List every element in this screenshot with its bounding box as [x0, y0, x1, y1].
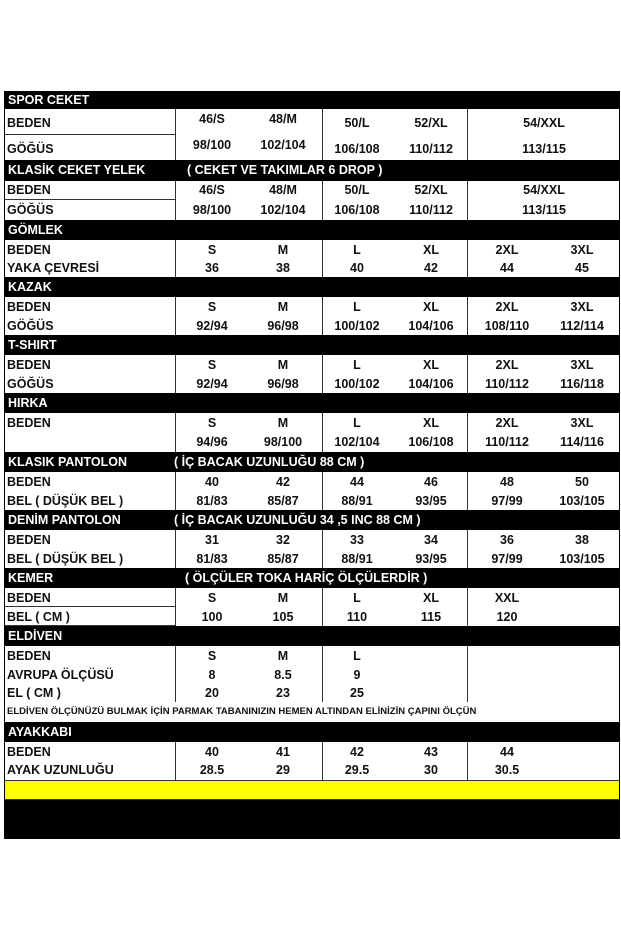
table-row	[5, 317, 619, 335]
cell: M	[277, 649, 289, 663]
cell: 48/M	[269, 112, 297, 126]
section-note: ( ÖLÇÜLER TOKA HARİÇ ÖLÇÜLERDİR )	[185, 571, 428, 585]
table-row	[5, 259, 619, 277]
cell: 96/98	[267, 377, 299, 391]
cell: M	[277, 358, 289, 372]
cell: 50/L	[344, 116, 370, 130]
section-body-spor-ceket	[5, 109, 619, 160]
section-body-gomlek	[5, 240, 619, 277]
cell: 36	[205, 261, 219, 275]
table-row	[5, 433, 619, 451]
table-row	[5, 375, 619, 393]
cell: S	[207, 649, 217, 663]
section-title: SPOR CEKET	[8, 93, 90, 107]
cell: S	[207, 300, 217, 314]
row-label: BEDEN	[7, 183, 51, 197]
row-label: BEDEN	[7, 475, 51, 489]
row-label: GÖĞÜS	[7, 203, 54, 217]
section-note: ( İÇ BACAK UZUNLUĞU 88 CM )	[174, 455, 365, 469]
cell: L	[353, 591, 361, 605]
cell: 46/S	[199, 112, 225, 126]
section-body-kemer	[5, 588, 619, 626]
cell: 105	[272, 610, 294, 624]
cell: S	[207, 243, 217, 257]
section-title: HIRKA	[8, 396, 48, 410]
section-body-tshirt	[5, 355, 619, 393]
cell: M	[277, 591, 289, 605]
row-label: GÖĞÜS	[7, 377, 54, 391]
cell: 110/112	[409, 203, 453, 217]
cell: 34	[424, 533, 438, 547]
cell: 108/110	[484, 319, 530, 333]
cell: XL	[423, 416, 439, 430]
cell: 3XL	[570, 243, 594, 257]
section-title: DENİM PANTOLON	[8, 513, 121, 527]
row-label: BEL ( CM )	[7, 610, 70, 624]
section-header-eldiven	[5, 626, 619, 646]
section-header-hirka	[5, 393, 619, 413]
table-row	[5, 589, 619, 607]
section-title: KLASIK PANTOLON	[8, 455, 127, 469]
cell: M	[277, 416, 289, 430]
cell: 103/105	[559, 552, 605, 566]
cell: 110	[346, 610, 368, 624]
cell: 32	[276, 533, 290, 547]
cell: 97/99	[491, 552, 523, 566]
cell: 38	[276, 261, 290, 275]
row-label: EL ( CM )	[7, 686, 61, 700]
cell: 2XL	[495, 243, 519, 257]
cell: 43	[424, 745, 438, 759]
cell: 103/105	[559, 494, 605, 508]
cell: 40	[350, 261, 364, 275]
section-body-eldiven	[5, 646, 619, 702]
cell: 8.5	[274, 668, 292, 682]
table-row	[5, 414, 619, 432]
cell: 2XL	[495, 300, 519, 314]
cell: 3XL	[570, 358, 594, 372]
section-note: ( İÇ BACAK UZUNLUĞU 34 ,5 INC 88 CM )	[174, 513, 421, 527]
section-body-denim-pantolon	[5, 530, 619, 568]
table-row	[5, 473, 619, 491]
section-header-klasik-ceket-yelek	[5, 160, 619, 181]
yellow-band	[5, 780, 619, 800]
row-label: YAKA ÇEVRESİ	[7, 261, 100, 275]
section-header-tshirt	[5, 335, 619, 355]
cell: 98/100	[263, 435, 303, 449]
cell: 48	[500, 475, 514, 489]
table-row	[5, 684, 619, 702]
cell: 20	[205, 686, 219, 700]
section-body-klasik-pantolon	[5, 472, 619, 510]
cell: 100/102	[334, 319, 380, 333]
table-row	[5, 761, 619, 779]
section-header-spor-ceket	[5, 92, 619, 109]
cell: 44	[350, 475, 364, 489]
cell: 46/S	[199, 183, 225, 197]
table-row	[5, 531, 619, 549]
section-header-kazak	[5, 277, 619, 297]
cell: 88/91	[341, 494, 373, 508]
table-row	[5, 201, 619, 219]
table-row	[5, 140, 619, 158]
table-row	[5, 550, 619, 568]
cell: 46	[424, 475, 438, 489]
cell: S	[207, 358, 217, 372]
cell: XL	[423, 358, 439, 372]
cell: 104/106	[408, 377, 454, 391]
row-label: BEDEN	[7, 649, 51, 663]
cell: 52/XL	[414, 183, 448, 197]
section-header-kemer	[5, 568, 619, 588]
section-note: ( CEKET VE TAKIMLAR 6 DROP )	[187, 163, 383, 177]
cell: 2XL	[495, 358, 519, 372]
table-row	[5, 647, 619, 665]
cell: 54/XXL	[523, 183, 565, 197]
cell: S	[207, 591, 217, 605]
section-header-gomlek	[5, 220, 619, 240]
section-body-kazak	[5, 297, 619, 335]
cell: 88/91	[341, 552, 373, 566]
cell: 110/112	[485, 377, 529, 391]
row-label: AYAK UZUNLUĞU	[7, 763, 114, 777]
cell: 85/87	[267, 552, 299, 566]
section-title: AYAKKABI	[8, 725, 72, 739]
cell: 28.5	[199, 763, 225, 777]
cell: XL	[423, 243, 439, 257]
cell: 110/112	[409, 142, 453, 156]
cell: 113/115	[522, 142, 566, 156]
cell: 2XL	[495, 416, 519, 430]
cell: 102/104	[334, 435, 380, 449]
table-row	[5, 241, 619, 259]
row-label: GÖĞÜS	[7, 142, 54, 156]
cell: 92/94	[196, 319, 228, 333]
cell: 23	[276, 686, 290, 700]
cell: 38	[575, 533, 589, 547]
cell: 30	[424, 763, 438, 777]
cell: M	[277, 300, 289, 314]
cell: 81/83	[196, 494, 228, 508]
cell: 100/102	[334, 377, 380, 391]
cell: 8	[208, 668, 216, 682]
cell: XL	[423, 591, 439, 605]
row-label: BEDEN	[7, 533, 51, 547]
row-label: BEL ( DÜŞÜK BEL )	[7, 494, 124, 508]
cell: 9	[353, 668, 361, 682]
cell: 96/98	[267, 319, 299, 333]
cell: 102/104	[260, 138, 306, 152]
row-label: BEDEN	[7, 591, 51, 605]
table-row	[5, 356, 619, 374]
cell: 50/L	[344, 183, 370, 197]
cell: 104/106	[408, 319, 454, 333]
row-label: GÖĞÜS	[7, 319, 54, 333]
size-chart	[4, 91, 620, 839]
gloves-measure-note: ELDİVEN ÖLÇÜNÜZÜ BULMAK İÇİN PARMAK TABANINIZIN HEMEN ALTINDAN ELİNİZİN ÇAPINI ÖLÇÜN	[5, 702, 619, 722]
cell: 98/100	[192, 138, 232, 152]
cell: XL	[423, 300, 439, 314]
section-title: KLASİK CEKET YELEK	[8, 163, 146, 177]
cell: 98/100	[192, 203, 232, 217]
table-row	[5, 608, 619, 626]
cell: 92/94	[196, 377, 228, 391]
cell: 94/96	[196, 435, 228, 449]
cell: 115	[420, 610, 442, 624]
cell: 81/83	[196, 552, 228, 566]
section-title: KAZAK	[8, 280, 52, 294]
table-row	[5, 298, 619, 316]
cell: 112/114	[560, 319, 604, 333]
cell: 100	[201, 610, 223, 624]
cell: 85/87	[267, 494, 299, 508]
cell: 45	[575, 261, 589, 275]
cell: 106/108	[334, 142, 380, 156]
section-body-klasik-ceket-yelek	[5, 181, 619, 220]
cell: 50	[575, 475, 589, 489]
cell: 29.5	[344, 763, 370, 777]
cell: 40	[205, 475, 219, 489]
cell: 113/115	[522, 203, 566, 217]
cell: 41	[276, 745, 290, 759]
cell: L	[353, 416, 361, 430]
cell: 33	[350, 533, 364, 547]
cell: 116/118	[560, 377, 604, 391]
cell: 93/95	[415, 494, 447, 508]
cell: 36	[500, 533, 514, 547]
cell: 106/108	[334, 203, 380, 217]
row-label: BEDEN	[7, 745, 51, 759]
cell: 44	[500, 745, 514, 759]
cell: 42	[424, 261, 438, 275]
table-row	[5, 666, 619, 684]
cell: 97/99	[491, 494, 523, 508]
cell: 102/104	[260, 203, 306, 217]
section-body-hirka	[5, 413, 619, 452]
table-row	[5, 492, 619, 510]
cell: M	[277, 243, 289, 257]
cell: 114/116	[560, 435, 604, 449]
cell: 42	[276, 475, 290, 489]
cell: L	[353, 358, 361, 372]
cell: 30.5	[494, 763, 520, 777]
cell: L	[353, 243, 361, 257]
table-row	[5, 181, 619, 199]
table-row	[5, 114, 619, 132]
cell: 42	[350, 745, 364, 759]
row-label: BEDEN	[7, 416, 51, 430]
section-title: ELDİVEN	[8, 629, 63, 643]
cell: XXL	[494, 591, 520, 605]
cell: 120	[496, 610, 518, 624]
cell: 54/XXL	[523, 116, 565, 130]
cell: 52/XL	[414, 116, 448, 130]
cell: 93/95	[415, 552, 447, 566]
row-label: BEDEN	[7, 116, 51, 130]
cell: 3XL	[570, 300, 594, 314]
cell: S	[207, 416, 217, 430]
section-title: GÖMLEK	[8, 223, 63, 237]
section-body-ayakkabi	[5, 742, 619, 780]
row-label: BEDEN	[7, 243, 51, 257]
row-label: BEDEN	[7, 358, 51, 372]
cell: 31	[205, 533, 219, 547]
row-label: AVRUPA ÖLÇÜSÜ	[7, 668, 114, 682]
cell: 110/112	[485, 435, 529, 449]
table-row	[5, 743, 619, 761]
section-header-klasik-pantolon	[5, 452, 619, 472]
black-footer-band	[5, 800, 619, 838]
cell: 29	[276, 763, 290, 777]
cell: L	[353, 300, 361, 314]
cell: L	[353, 649, 361, 663]
row-label: BEL ( DÜŞÜK BEL )	[7, 552, 124, 566]
section-header-ayakkabi	[5, 722, 619, 742]
section-header-denim-pantolon	[5, 510, 619, 530]
cell: 3XL	[570, 416, 594, 430]
cell: 48/M	[269, 183, 297, 197]
cell: 106/108	[408, 435, 454, 449]
section-title: T-SHIRT	[8, 338, 57, 352]
cell: 25	[350, 686, 364, 700]
cell: 40	[205, 745, 219, 759]
section-title: KEMER	[8, 571, 54, 585]
row-label: BEDEN	[7, 300, 51, 314]
cell: 44	[500, 261, 514, 275]
